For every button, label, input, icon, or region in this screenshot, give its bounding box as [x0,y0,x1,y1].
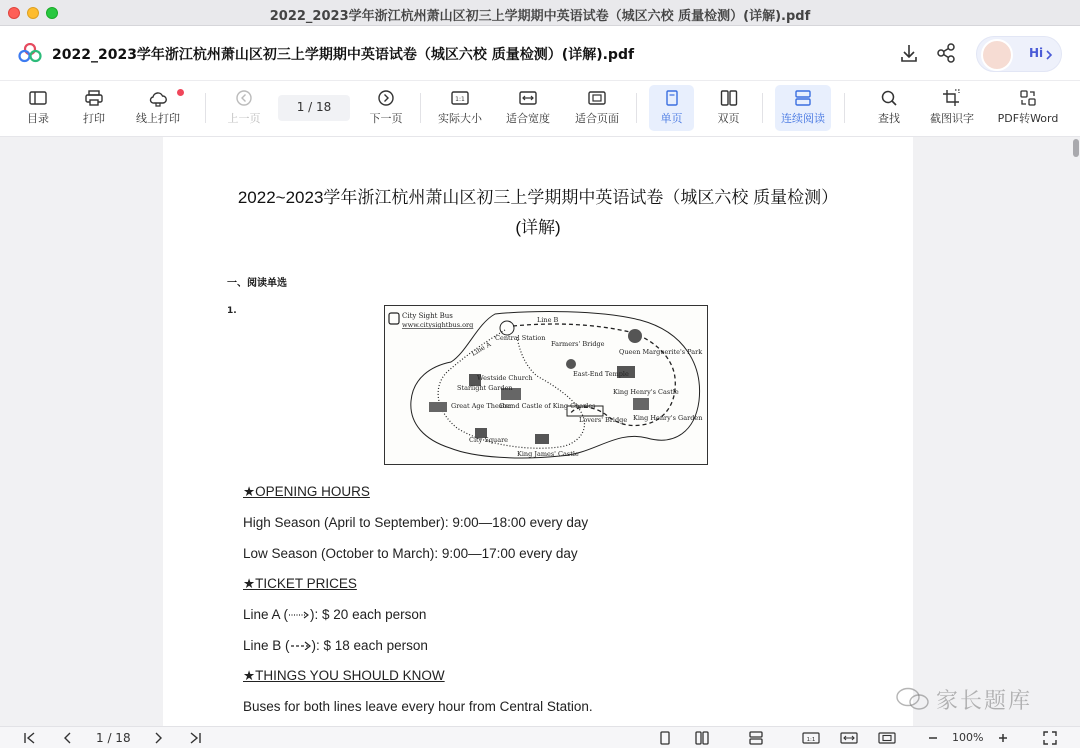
map-label: Westside Church [477,374,533,382]
page-number-input[interactable]: 1 / 18 [278,95,350,121]
assistant-button[interactable] [976,36,1062,72]
map-label: Great Age Theater [451,402,513,410]
map-label: City Square [469,436,509,444]
fit-width-icon [518,89,538,107]
ocr-label: 截图识字 [930,112,974,125]
single-page-icon [662,89,682,107]
fit-page-icon [587,89,607,107]
app-logo-icon [18,43,42,63]
heading-line-1: 2022~2023学年浙江杭州萧山区初三上学期期中英语试卷（城区六校 质量检测） [237,188,839,207]
map-url: www.citysightbus.org [402,321,474,329]
pdf-page [163,137,913,726]
line-b-suffix: ): $ 18 each person [311,638,428,653]
toolbar-divider [205,93,206,123]
question-number: 1. [227,306,237,316]
map-label: King Henry's Castle [613,388,679,396]
line-a-price [243,607,426,622]
arrow-left-circle-icon [234,89,254,107]
notification-dot [177,89,184,96]
bus-route-map [384,305,708,465]
buses-note-text: Buses for both lines leave every hour from Central Station. [243,699,593,714]
double-page-label: 双页 [717,112,740,125]
arrow-right-circle-icon [376,89,396,107]
things-to-know-title: ★THINGS YOU SHOULD KNOW [243,668,445,683]
prev-page-icon[interactable] [60,730,76,746]
assistant-avatar [981,39,1013,71]
sidebar-icon [28,89,48,107]
find-button[interactable] [867,85,911,131]
continuous-scroll-icon [793,89,813,107]
continuous-view-icon[interactable] [748,730,764,746]
online-print-button[interactable] [130,85,186,131]
map-label: Farmers' Bridge [551,340,605,348]
next-page-label: 下一页 [369,112,403,125]
outline-button[interactable] [16,85,60,131]
pdf-to-word-label: PDF转Word [997,112,1059,125]
section-title: 一、阅读单选 [227,278,287,289]
high-season-text: High Season (April to September): 9:00—18:00 every day [243,515,589,530]
actual-size-icon [450,89,470,107]
actual-size-view-icon[interactable] [802,730,820,746]
dashed-arrow-icon [290,640,312,650]
map-label: East-End Temple [573,370,629,378]
wechat-icon [895,686,931,712]
window-titlebar [0,0,1080,26]
line-a-prefix: Line A ( [243,607,289,622]
cloud-icon [148,89,168,107]
pdf-to-word-button[interactable] [994,85,1062,131]
bus-icon [389,313,399,324]
line-b-prefix: Line B ( [243,638,290,653]
prev-page-button[interactable] [222,85,266,131]
toolbar [0,81,1080,137]
last-page-icon[interactable] [187,730,203,746]
download-icon[interactable] [898,42,920,64]
zoom-out-icon[interactable] [926,730,940,746]
actual-size-label: 实际大小 [438,112,482,125]
document-header [0,26,1080,81]
printer-icon [84,89,104,107]
online-print-label: 线上打印 [136,112,180,125]
map-label: King Henry's Garden [633,414,703,422]
double-page-icon [719,89,739,107]
assistant-label: Hi [1029,46,1044,60]
fit-width-label: 适合宽度 [506,112,550,125]
fit-page-view-icon[interactable] [878,730,896,746]
line-b-price [243,638,428,653]
convert-icon [1018,89,1038,107]
single-page-button[interactable] [649,85,694,131]
single-page-view-icon[interactable] [657,730,673,746]
document-heading [163,183,913,243]
single-page-label: 单页 [660,112,683,125]
dotted-arrow-icon [288,609,310,619]
zoom-in-icon[interactable] [996,730,1010,746]
chevron-right-icon [1045,49,1053,61]
print-button[interactable] [72,85,116,131]
toolbar-divider [636,93,637,123]
double-page-button[interactable] [706,85,751,131]
share-icon[interactable] [935,42,957,64]
ticket-prices-title: ★TICKET PRICES [243,576,357,591]
map-label: Starlight Garden [457,384,513,392]
fit-width-button[interactable] [502,85,554,131]
ocr-button[interactable] [926,85,978,131]
actual-size-button[interactable] [434,85,486,131]
map-label: Central Station [495,334,546,342]
svg-text:1:1: 1:1 [806,737,816,743]
fullscreen-icon[interactable] [1042,730,1058,746]
first-page-icon[interactable] [22,730,38,746]
bottom-page-indicator[interactable]: 1 / 18 [96,731,131,745]
double-page-view-icon[interactable] [694,730,710,746]
window-title: 2022_2023学年浙江杭州萧山区初三上学期期中英语试卷（城区六校 质量检测）(详解).pdf [269,9,811,24]
outline-label: 目录 [27,112,49,125]
continuous-read-button[interactable] [775,85,831,131]
opening-hours-title: ★OPENING HOURS [243,484,370,499]
map-label: Queen Marguerite's Park [619,348,703,356]
watermark-text: 家长题库 [936,689,1033,714]
map-label: Line B [537,316,559,324]
continuous-read-label: 连续阅读 [781,112,825,125]
bus-map-drawing [385,306,707,464]
next-page-icon[interactable] [150,730,166,746]
search-icon [879,89,899,107]
document-title: 2022_2023学年浙江杭州萧山区初三上学期期中英语试卷（城区六校 质量检测）(详解).pdf [52,47,635,63]
map-brand: City Sight Bus [402,312,453,320]
low-season-text: Low Season (October to March): 9:00—17:00 every day [243,546,578,561]
map-label: King James' Castle [517,450,579,458]
toolbar-divider [844,93,845,123]
toolbar-divider [762,93,763,123]
status-bar [0,726,1080,748]
prev-page-label: 上一页 [227,112,261,125]
map-label: Lovers' Bridge [579,416,628,424]
svg-text:1:1: 1:1 [455,96,465,103]
line-a-suffix: ): $ 20 each person [310,607,427,622]
find-label: 查找 [878,112,900,125]
fit-width-view-icon[interactable] [840,730,858,746]
map-label: Line A [470,340,493,358]
zoom-level: 100% [952,731,984,744]
vertical-scrollbar-thumb[interactable] [1073,139,1079,157]
toolbar-divider [420,93,421,123]
heading-line-2: (详解) [515,218,561,237]
next-page-button[interactable] [364,85,408,131]
print-label: 打印 [83,112,105,125]
screenshot-crop-icon [942,89,962,107]
fit-page-button[interactable] [570,85,624,131]
document-viewer[interactable] [0,137,1080,726]
map-label: Grand Castle of King Charles [499,402,596,410]
fit-page-label: 适合页面 [575,112,619,125]
